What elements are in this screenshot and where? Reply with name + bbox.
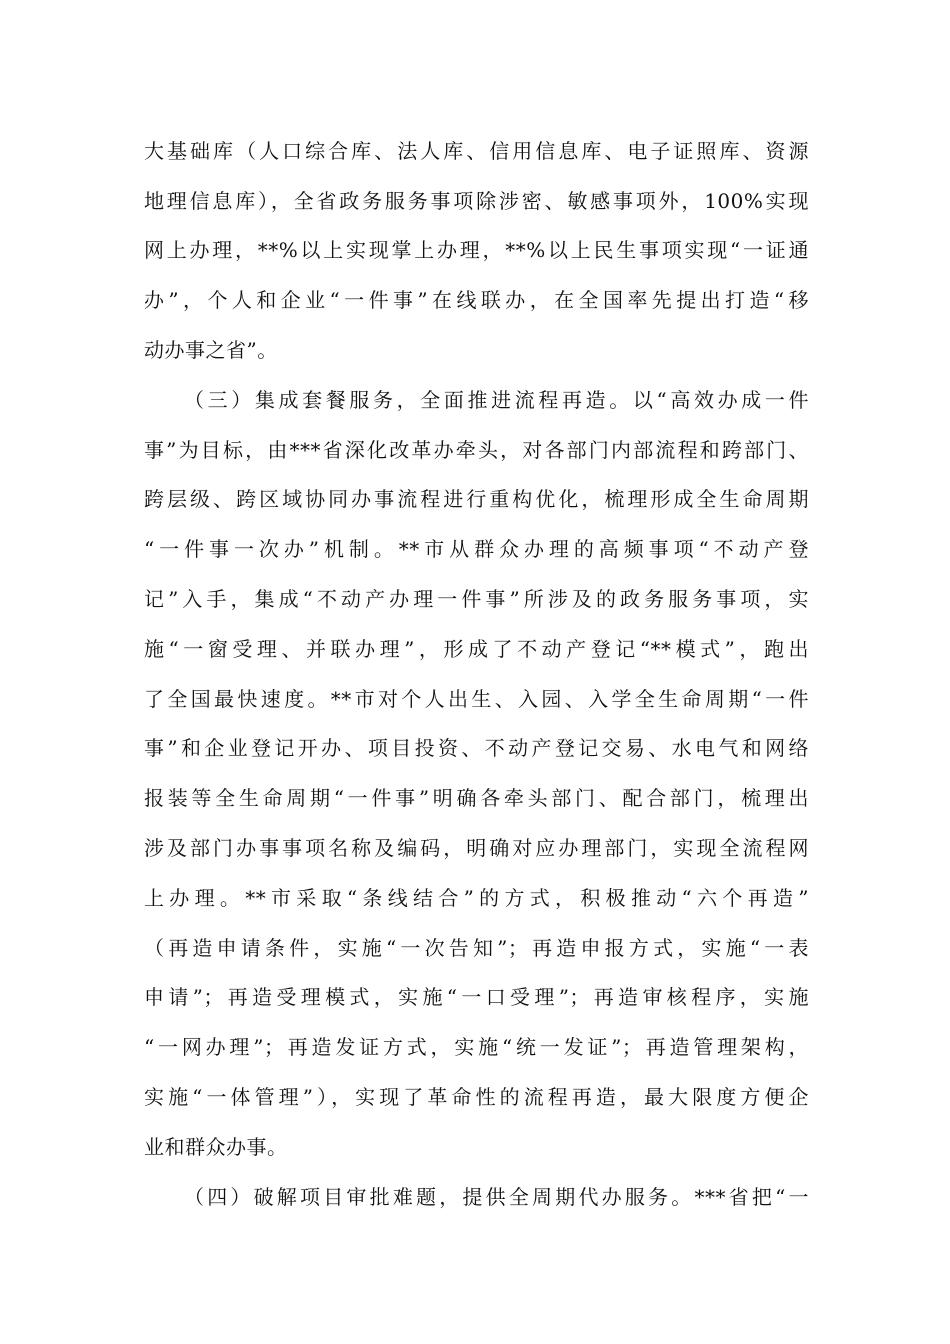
text-line: 实施“一体管理”），实现了革命性的流程再造，最大限度方便企	[144, 1085, 809, 1109]
text-line: 地理信息库），全省政务服务事项除涉密、敏感事项外，100%实现	[144, 189, 809, 213]
text-line: 跨层级、跨区域协同办事流程进行重构优化，梳理形成全生命周期	[144, 487, 809, 511]
text-line: 涉及部门办事事项名称及编码，明确对应办理部门，实现全流程网	[144, 836, 809, 860]
text-line: 大基础库（人口综合库、法人库、信用信息库、电子证照库、资源	[144, 139, 809, 163]
text-line: 记”入手，集成“不动产办理一件事”所涉及的政务服务事项，实	[144, 587, 809, 611]
text-line: “一网办理”；再造发证方式，实施“统一发证”；再造管理架构，	[144, 1035, 809, 1059]
text-line: 事”和企业登记开办、项目投资、不动产登记交易、水电气和网络	[144, 736, 809, 760]
text-line: 施“一窗受理、并联办理”，形成了不动产登记“**模式”，跑出	[144, 637, 809, 661]
text-line: 事”为目标，由***省深化改革办牵头，对各部门内部流程和跨部门、	[144, 438, 809, 462]
paragraph-heading-line: （三）集成套餐服务，全面推进流程再造。以“高效办成一件	[184, 388, 809, 412]
text-line: 办”，个人和企业“一件事”在线联办，在全国率先提出打造“移	[144, 288, 809, 312]
text-line: 网上办理，**%以上实现掌上办理，**%以上民生事项实现“一证通	[144, 238, 809, 262]
text-line: 了全国最快速度。**市对个人出生、入园、入学全生命周期“一件	[144, 687, 809, 711]
text-line: 上办理。**市采取“条线结合”的方式，积极推动“六个再造”	[144, 886, 809, 910]
paragraph-heading-line: （四）破解项目审批难题，提供全周期代办服务。***省把“一	[184, 1185, 809, 1209]
text-line: （再造申请条件，实施“一次告知”；再造申报方式，实施“一表	[144, 936, 809, 960]
text-line: 业和群众办事。	[144, 1135, 288, 1159]
text-line: 申请”；再造受理模式，实施“一口受理”；再造审核程序，实施	[144, 985, 809, 1009]
text-line: 报装等全生命周期“一件事”明确各牵头部门、配合部门，梳理出	[144, 786, 809, 810]
text-line: “一件事一次办”机制。**市从群众办理的高频事项“不动产登	[144, 537, 809, 561]
text-line: 动办事之省”。	[144, 338, 278, 362]
